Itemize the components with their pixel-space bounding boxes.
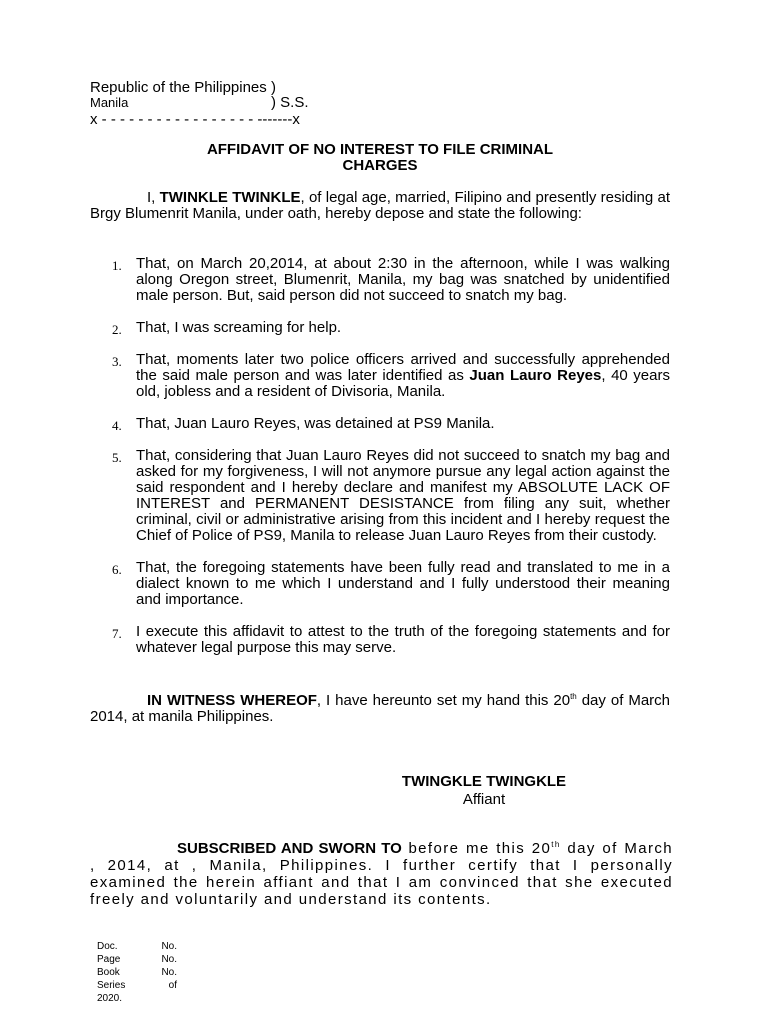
- witness-sup: th: [570, 692, 577, 701]
- statement-item: [90, 624, 670, 656]
- statement-item: [90, 416, 670, 432]
- statement-text: That, I was screaming for help.: [136, 319, 342, 336]
- statement-item: [90, 560, 670, 608]
- statement-number: 6.: [112, 562, 122, 577]
- statement-list: [90, 256, 670, 672]
- notary-row: [97, 992, 177, 1005]
- intro-paragraph: [90, 190, 670, 222]
- notary-value: of: [168, 980, 177, 991]
- signature-role: Affiant: [462, 791, 506, 808]
- statement-number: 7.: [112, 626, 122, 641]
- notary-label: 2020.: [97, 993, 123, 1004]
- statement-item: [90, 448, 670, 544]
- notarial-register: [97, 940, 177, 1005]
- statement-number: 2.: [112, 322, 122, 337]
- header-republic: Republic of the Philippines ): [90, 79, 276, 96]
- notary-row: [97, 966, 177, 979]
- statement-text: That, moments later two police officers arrived and successfully apprehended the said male person and was later identified as: [136, 351, 670, 384]
- notary-value: No.: [161, 954, 177, 965]
- notary-label: Doc.: [97, 941, 118, 952]
- notary-value: No.: [161, 941, 177, 952]
- statement-bold-text: Juan Lauro Reyes: [469, 367, 602, 384]
- statement-text: That, considering that Juan Lauro Reyes did not succeed to snatch my bag and asked for my forgiveness, I will not anymore pursue any legal action against the said respondent and I hereby declare and manifest my ABSOLUTE LACK OF INTEREST and PERMANENT DESISTANCE from filing any suit, whether criminal, civil or administrative arising from this incident and I hereby request the Chief of Police of PS9, Manila to release Juan Lauro Reyes from their custody.: [136, 447, 670, 544]
- witness-text-1: , I have hereunto set my hand this 20: [316, 692, 571, 709]
- statement-number: 5.: [112, 450, 122, 465]
- notary-row: [97, 940, 177, 953]
- statement-number: 4.: [112, 418, 122, 433]
- statement-number: 1.: [112, 258, 122, 273]
- intro-text: , of legal age, married, Filipino and presently residing at Brgy Blumenrit Manila, under oath, hereby depose and state the following:: [90, 189, 670, 222]
- notary-label: Page: [97, 954, 121, 965]
- statement-text: That, Juan Lauro Reyes, was detained at PS9 Manila.: [136, 415, 495, 432]
- statement-text: , 40 years old, jobless and a resident of Divisoria, Manila.: [136, 367, 670, 400]
- notary-label: Series: [97, 980, 126, 991]
- document-title: [90, 142, 670, 174]
- header-manila: Manila: [90, 95, 129, 110]
- statement-item: [90, 352, 670, 400]
- statement-text: That, the foregoing statements have been fully read and translated to me in a dialect known to me which I understand and I fully understood their meaning and importance.: [136, 559, 670, 608]
- notary-label: Book: [97, 967, 120, 978]
- jurat-sup: th: [551, 840, 561, 849]
- signature-name: TWINGKLE TWINGKLE: [401, 773, 567, 790]
- witness-lead: IN WITNESS WHEREOF: [147, 692, 317, 709]
- statement-item: [90, 320, 670, 336]
- notary-value: No.: [161, 967, 177, 978]
- affiant-name: TWINKLE TWINKLE: [159, 189, 301, 206]
- statement-number: 3.: [112, 354, 122, 369]
- title-line-1: AFFIDAVIT OF NO INTEREST TO FILE CRIMINAL: [206, 141, 554, 158]
- header-divider: x - - - - - - - - - - - - - - - - - -------x: [90, 111, 300, 128]
- jurat-paragraph: [90, 840, 673, 908]
- statement-item: [90, 256, 670, 304]
- statement-text: That, on March 20,2014, at about 2:30 in the afternoon, while I was walking along Oregon street, Blumenrit, Manila, my bag was snatched by unidentified male person. But, said person did not succeed to snatch my bag.: [136, 255, 670, 304]
- witness-paragraph: [90, 693, 670, 725]
- header-ss: ) S.S.: [271, 94, 309, 111]
- intro-prefix: I,: [147, 189, 160, 206]
- jurat-text-2: day of March , 2014, at , Manila, Philippines. I further certify that I personally examined the herein affiant and that I am convinced that she executed freely and voluntarily and understand its contents.: [90, 840, 673, 908]
- notary-row: [97, 979, 177, 992]
- title-line-2: CHARGES: [342, 157, 418, 174]
- jurat-lead: SUBSCRIBED AND SWORN TO: [177, 840, 402, 857]
- statement-text: I execute this affidavit to attest to the truth of the foregoing statements and for whatever legal purpose this may serve.: [136, 623, 670, 656]
- notary-row: [97, 953, 177, 966]
- jurat-text-1: before me this 20: [401, 840, 552, 857]
- witness-text-2: day of March 2014, at manila Philippines.: [90, 692, 670, 725]
